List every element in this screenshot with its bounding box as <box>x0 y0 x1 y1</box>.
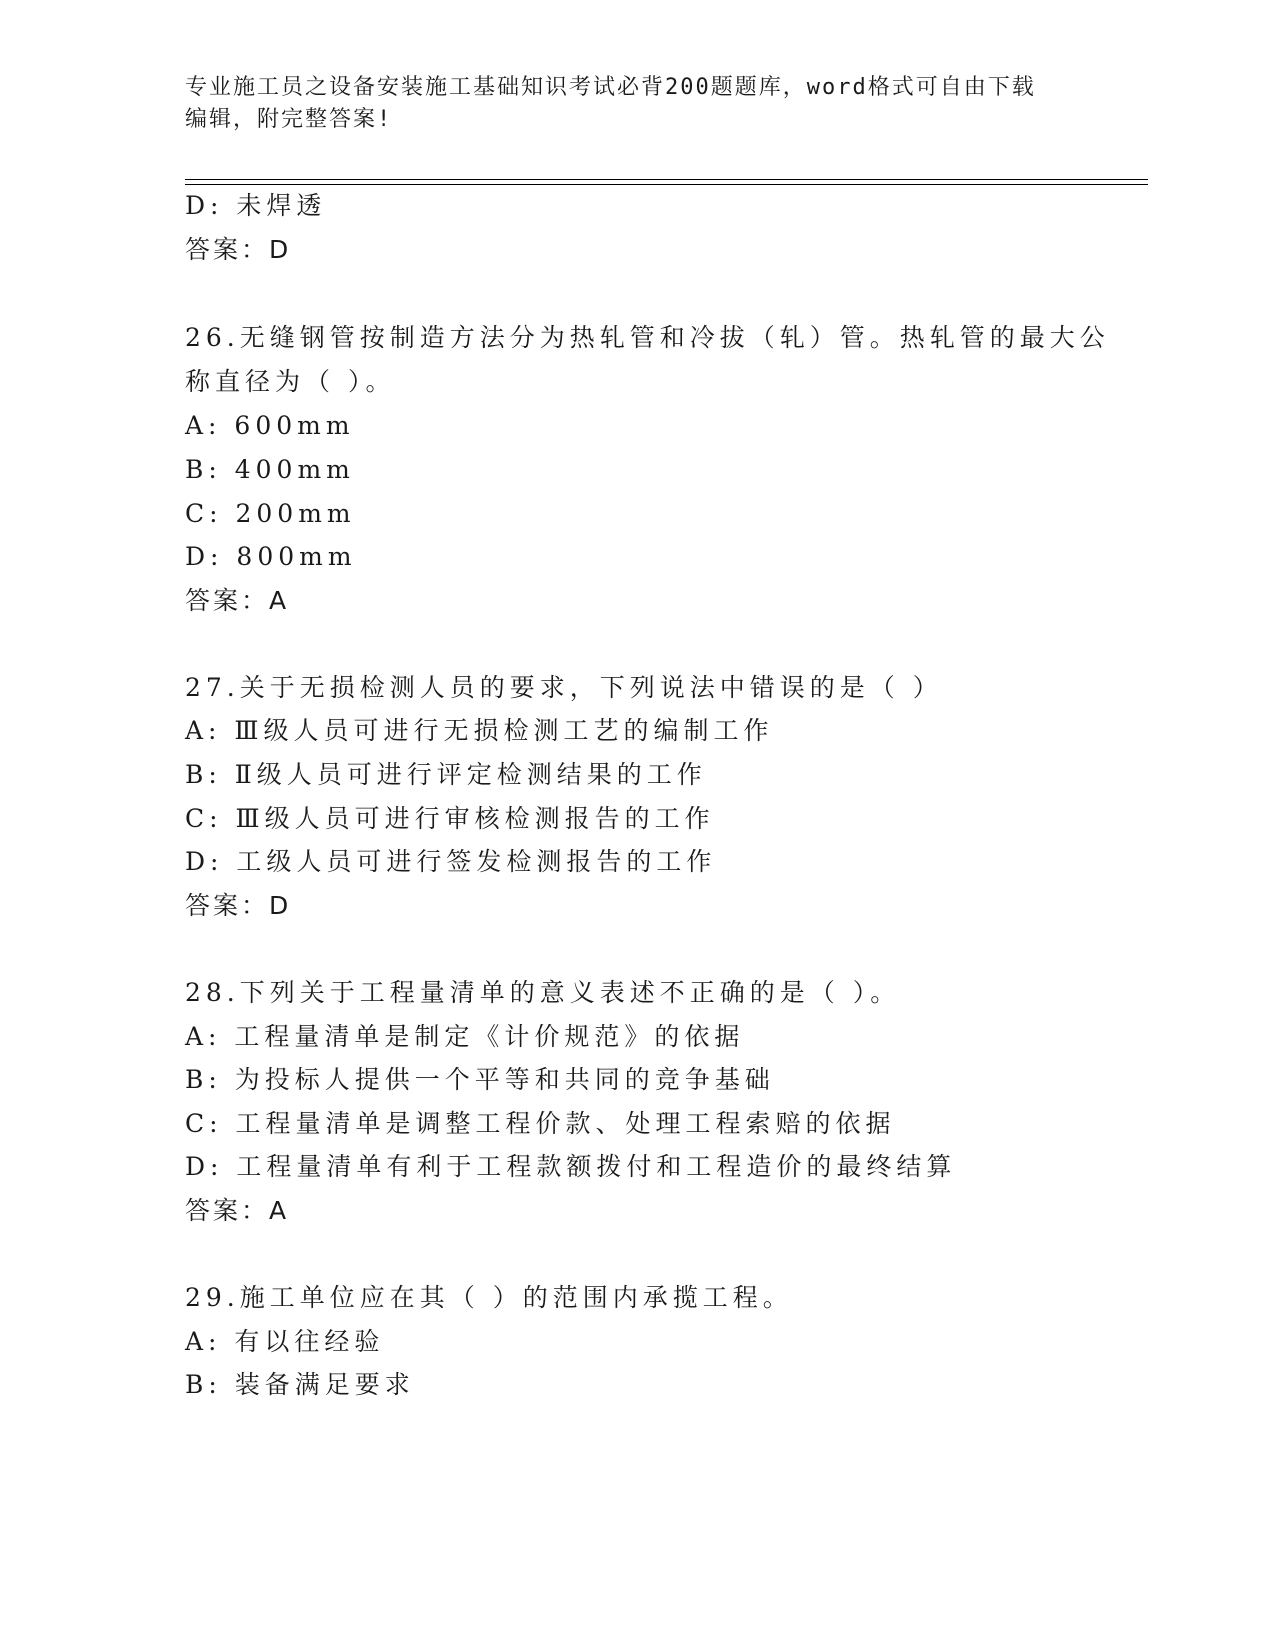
header-divider-top <box>185 179 1148 180</box>
q28-option-b: B: 为投标人提供一个平等和共同的竞争基础 <box>185 1065 775 1094</box>
q26-option-a: A: 600mm <box>185 411 355 440</box>
q28-stem: 28.下列关于工程量清单的意义表述不正确的是（ ）。 <box>185 978 901 1007</box>
q27-option-a: A: Ⅲ级人员可进行无损检测工艺的编制工作 <box>185 716 774 745</box>
header-divider-bottom <box>185 184 1148 185</box>
q29-option-b: B: 装备满足要求 <box>185 1370 415 1399</box>
q26-option-d: D: 800mm <box>185 542 357 571</box>
q28-option-c: C: 工程量清单是调整工程价款、处理工程索赔的依据 <box>185 1109 896 1138</box>
document-header <box>185 72 1085 136</box>
header-line-2: 编辑，附完整答案! <box>185 107 393 132</box>
q28-option-d: D: 工程量清单有利于工程款额拨付和工程造价的最终结算 <box>185 1152 957 1181</box>
q26-stem-line-2: 称直径为（ ）。 <box>185 367 396 396</box>
q28-option-a: A: 工程量清单是制定《计价规范》的依据 <box>185 1022 745 1051</box>
header-line-1: 专业施工员之设备安装施工基础知识考试必背200题题库，word格式可自由下载 <box>185 75 1036 100</box>
q27-answer: 答案：D <box>185 891 292 920</box>
q27-option-c: C: Ⅲ级人员可进行审核检测报告的工作 <box>185 804 715 833</box>
q27-option-b: B: Ⅱ级人员可进行评定检测结果的工作 <box>185 760 707 789</box>
q27-stem: 27.关于无损检测人员的要求，下列说法中错误的是（ ） <box>185 673 943 702</box>
q28-answer: 答案：A <box>185 1196 290 1225</box>
q27-option-d: D: 工级人员可进行签发检测报告的工作 <box>185 847 717 876</box>
q26-option-b: B: 400mm <box>185 455 355 484</box>
q29-option-a: A: 有以往经验 <box>185 1327 385 1356</box>
q29-stem: 29.施工单位应在其（ ）的范围内承揽工程。 <box>185 1283 793 1312</box>
q26-stem-line-1: 26.无缝钢管按制造方法分为热轧管和冷拔（轧）管。热轧管的最大公 <box>185 323 1110 352</box>
prev-answer: 答案：D <box>185 235 292 264</box>
q26-answer: 答案：A <box>185 586 290 615</box>
q26-option-c: C: 200mm <box>185 499 356 528</box>
prev-option-d: D: 未焊透 <box>185 191 327 220</box>
